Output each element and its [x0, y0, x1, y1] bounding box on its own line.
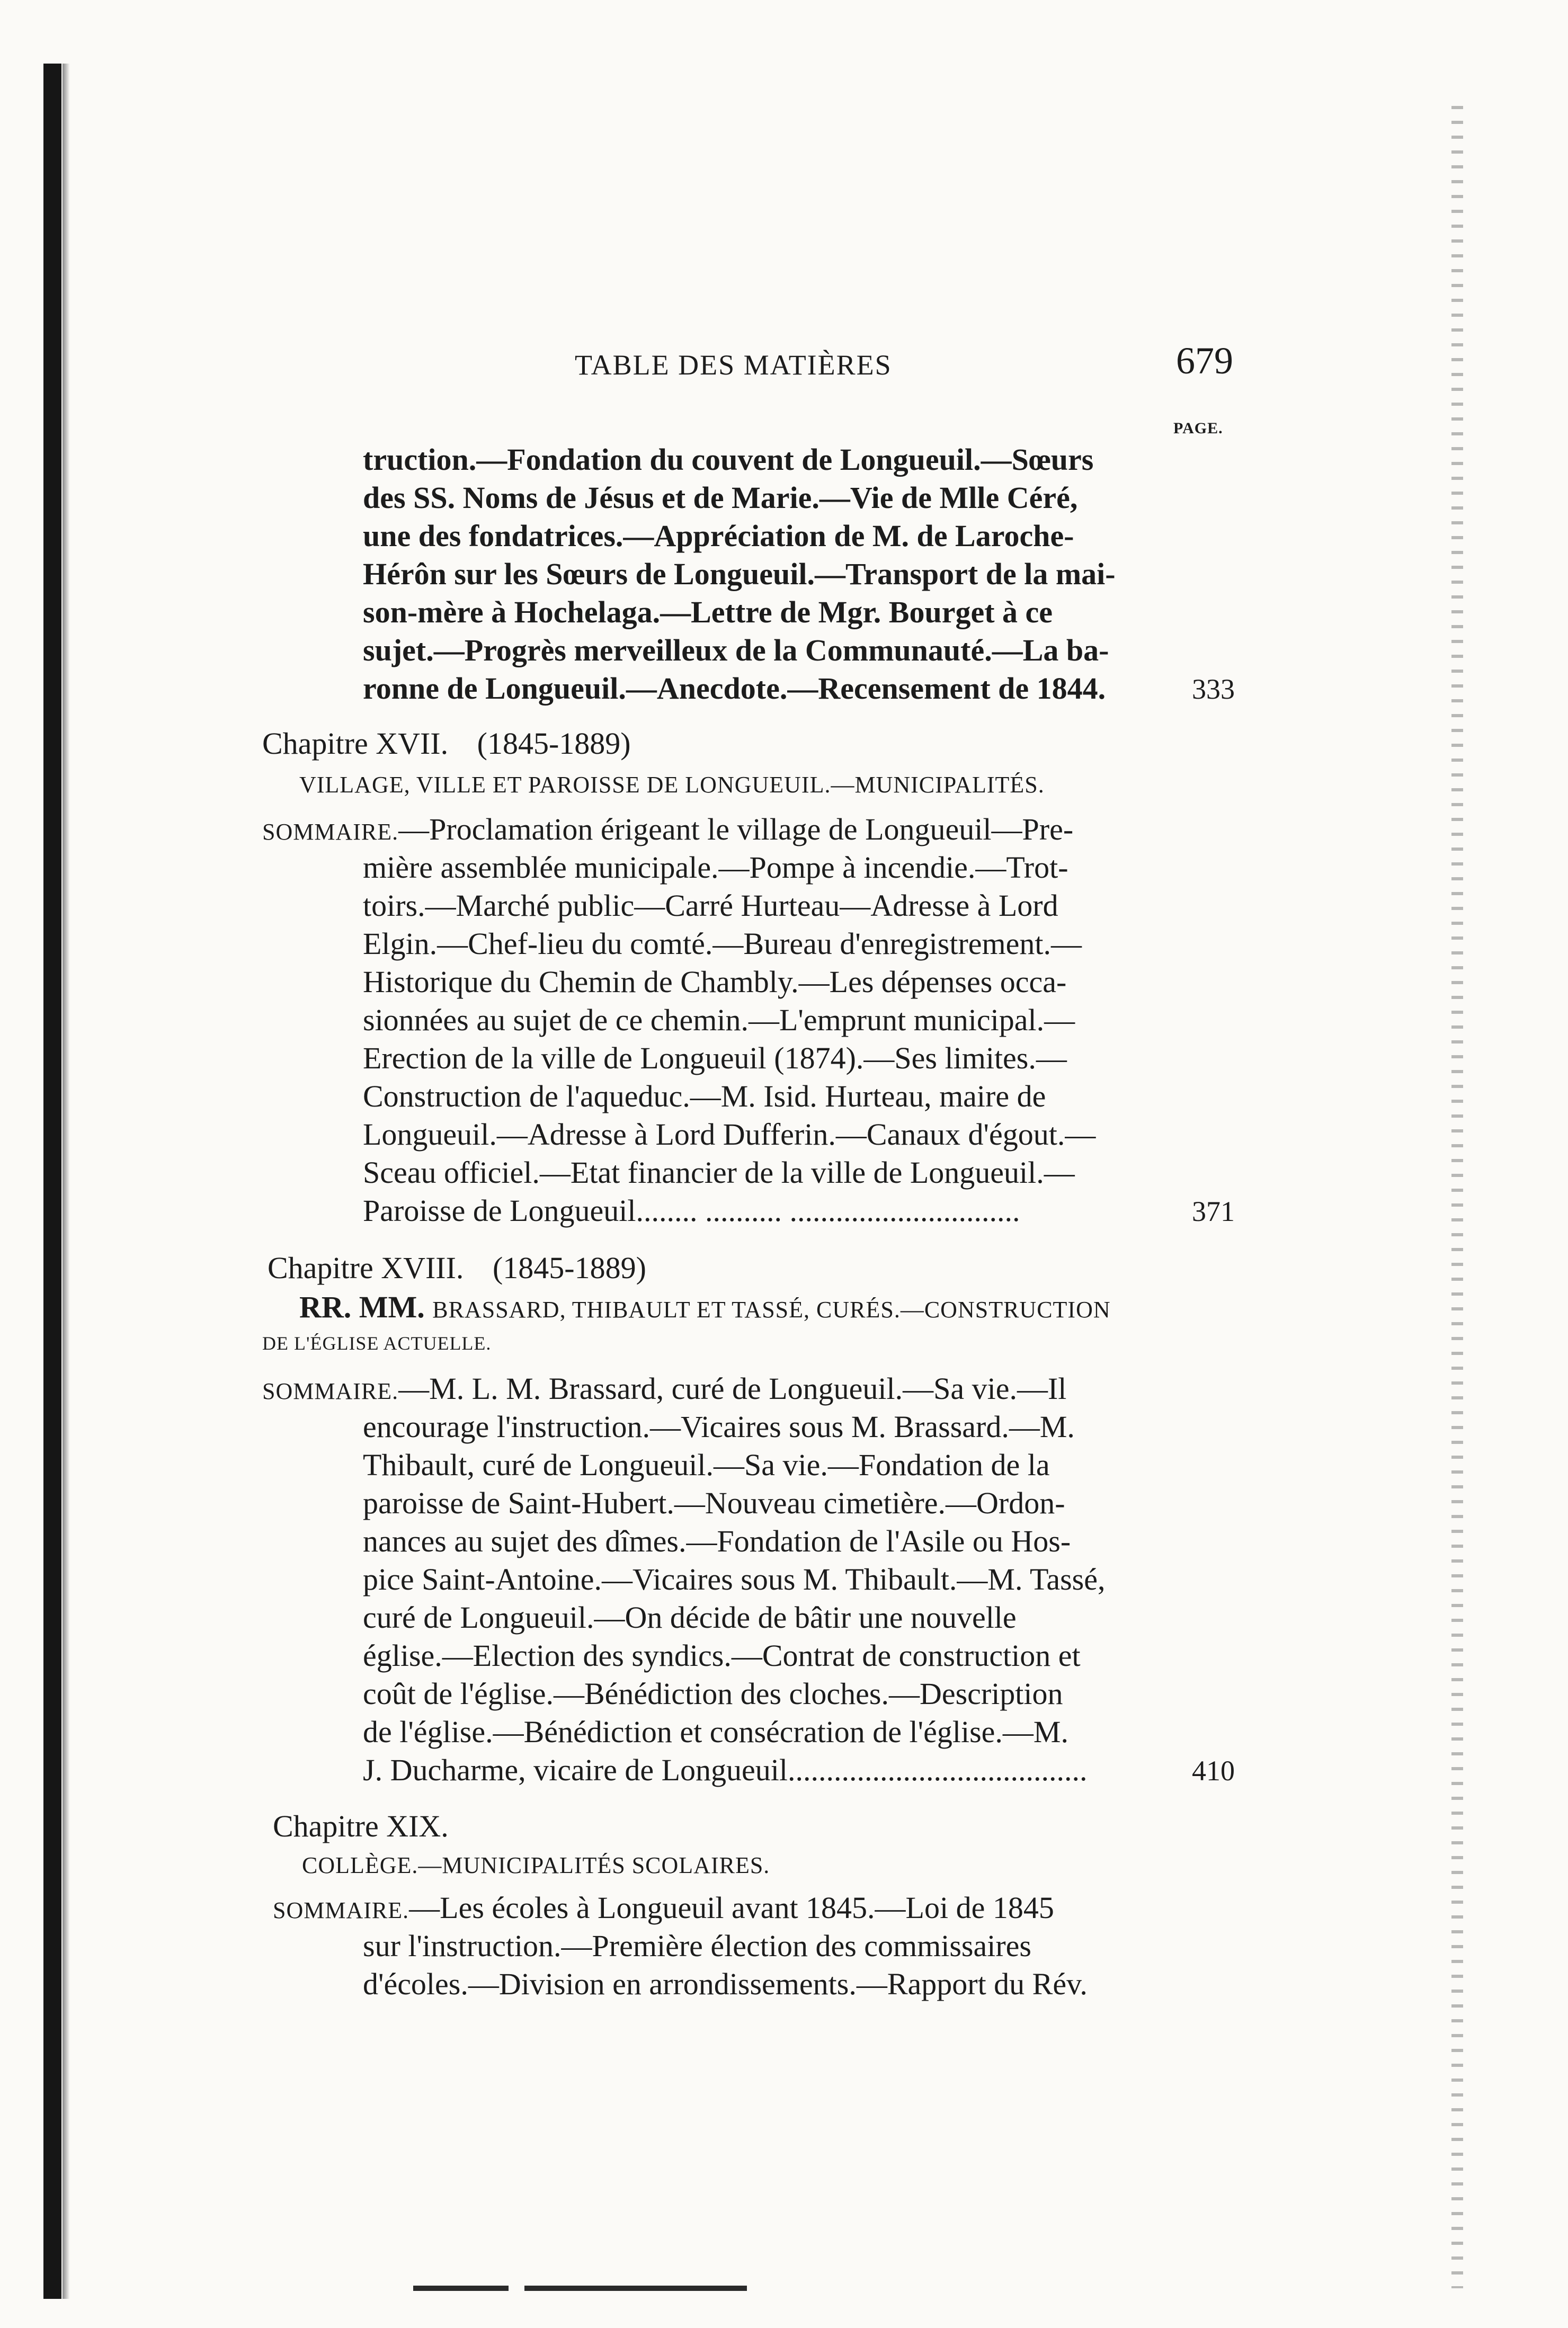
sommaire-first-line: [262, 1370, 1066, 1411]
chapter-title-line: DE L'ÉGLISE ACTUELLE.: [262, 1333, 492, 1354]
toc-line: église.—Election des syndics.—Contrat de construction et: [363, 1638, 1081, 1673]
toc-line: d'écoles.—Division en arrondissements.—Rapport du Rév.: [363, 1967, 1088, 2001]
toc-line: Longueuil.—Adresse à Lord Dufferin.—Canaux d'égout.—: [363, 1117, 1096, 1152]
scan-mark: [524, 2286, 747, 2291]
page-number: 679: [1176, 340, 1233, 382]
toc-line: J. Ducharme, vicaire de Longueuil.......................................: [363, 1753, 1088, 1787]
toc-line: Elgin.—Chef-lieu du comté.—Bureau d'enregistrement.—: [363, 926, 1082, 961]
toc-line: pice Saint-Antoine.—Vicaires sous M. Thibault.—M. Tassé,: [363, 1562, 1106, 1596]
sommaire-label: SOMMAIRE.: [262, 819, 399, 845]
binding-edge: [43, 64, 61, 2299]
chapter-title: COLLÈGE.—MUNICIPALITÉS SCOLAIRES.: [302, 1852, 770, 1878]
running-title: TABLE DES MATIÈRES: [575, 349, 892, 381]
toc-line: encourage l'instruction.—Vicaires sous M. Brassard.—M.: [363, 1410, 1075, 1444]
chapter-title: VILLAGE, VILLE ET PAROISSE DE LONGUEUIL.—MUNICIPALITÉS.: [299, 772, 1045, 798]
toc-line: coût de l'église.—Bénédiction des cloches.—Description: [363, 1676, 1063, 1711]
toc-line: son-mère à Hochelaga.—Lettre de Mgr. Bourget à ce: [363, 595, 1053, 629]
sommaire-label: SOMMAIRE.: [273, 1897, 409, 1923]
toc-line: sur l'instruction.—Première élection des commissaires: [363, 1929, 1031, 1963]
binding-shadow: [63, 64, 70, 2299]
toc-line: toirs.—Marché public—Carré Hurteau—Adresse à Lord: [363, 888, 1058, 923]
chapter-label: Chapitre XVII.: [262, 726, 449, 761]
chapter-label: Chapitre XVIII.: [268, 1251, 464, 1285]
page-reference: 410: [1192, 1755, 1235, 1787]
chapter-label: Chapitre XIX.: [273, 1809, 449, 1843]
toc-line: truction.—Fondation du couvent de Longueuil.—Sœurs: [363, 442, 1094, 477]
sommaire-first-line: [273, 1889, 1054, 1930]
toc-line: Erection de la ville de Longueuil (1874).—Ses limites.—: [363, 1041, 1067, 1075]
toc-line: Paroisse de Longueuil........ .......... ..............................: [363, 1193, 1020, 1228]
toc-line: sujet.—Progrès merveilleux de la Communauté.—La ba-: [363, 633, 1109, 667]
toc-line: —Les écoles à Longueuil avant 1845.—Loi de 1845: [409, 1890, 1054, 1925]
chapter-heading: [273, 1807, 449, 1845]
toc-line: paroisse de Saint-Hubert.—Nouveau cimetière.—Ordon-: [363, 1486, 1065, 1520]
chapter-title-prefix: RR. MM.: [299, 1290, 425, 1324]
toc-line: Historique du Chemin de Chambly.—Les dépenses occa-: [363, 965, 1067, 999]
chapter-dates: (1845-1889): [477, 726, 631, 761]
toc-line: —Proclamation érigeant le village de Longueuil—Pre-: [398, 812, 1074, 846]
toc-line: Sceau officiel.—Etat financier de la ville de Longueuil.—: [363, 1155, 1075, 1190]
page-edge-artifact: [1451, 106, 1463, 2288]
chapter-dates: (1845-1889): [492, 1251, 646, 1285]
toc-line: mière assemblée municipale.—Pompe à incendie.—Trot-: [363, 850, 1068, 885]
toc-line: Thibault, curé de Longueuil.—Sa vie.—Fondation de la: [363, 1448, 1050, 1482]
toc-line: de l'église.—Bénédiction et consécration de l'église.—M.: [363, 1715, 1068, 1749]
toc-line: une des fondatrices.—Appréciation de M. de Laroche-: [363, 519, 1074, 553]
page-reference: 333: [1192, 673, 1235, 705]
chapter-title-line: BRASSARD, THIBAULT ET TASSÉ, CURÉS.—CONSTRUCTION: [432, 1297, 1111, 1323]
sommaire-first-line: [262, 810, 1073, 851]
page-header: [0, 339, 1568, 387]
page-column-label: PAGE.: [1173, 420, 1223, 437]
toc-line: des SS. Noms de Jésus et de Marie.—Vie de Mlle Céré,: [363, 480, 1078, 515]
toc-line: curé de Longueuil.—On décide de bâtir une nouvelle: [363, 1600, 1017, 1635]
page-reference: 371: [1192, 1196, 1235, 1227]
toc-line: sionnées au sujet de ce chemin.—L'emprunt municipal.—: [363, 1003, 1075, 1037]
chapter-title: [299, 1288, 1111, 1329]
toc-line: nances au sujet des dîmes.—Fondation de l'Asile ou Hos-: [363, 1524, 1071, 1558]
toc-line: —M. L. M. Brassard, curé de Longueuil.—Sa vie.—Il: [398, 1371, 1067, 1406]
toc-line: Hérôn sur les Sœurs de Longueuil.—Transport de la mai-: [363, 557, 1116, 591]
toc-line: Construction de l'aqueduc.—M. Isid. Hurteau, maire de: [363, 1079, 1046, 1113]
scan-mark: [413, 2286, 509, 2291]
chapter-heading: [262, 725, 631, 763]
sommaire-label: SOMMAIRE.: [262, 1378, 399, 1404]
chapter-heading: [268, 1249, 646, 1287]
toc-line: ronne de Longueuil.—Anecdote.—Recensement de 1844.: [363, 671, 1106, 706]
